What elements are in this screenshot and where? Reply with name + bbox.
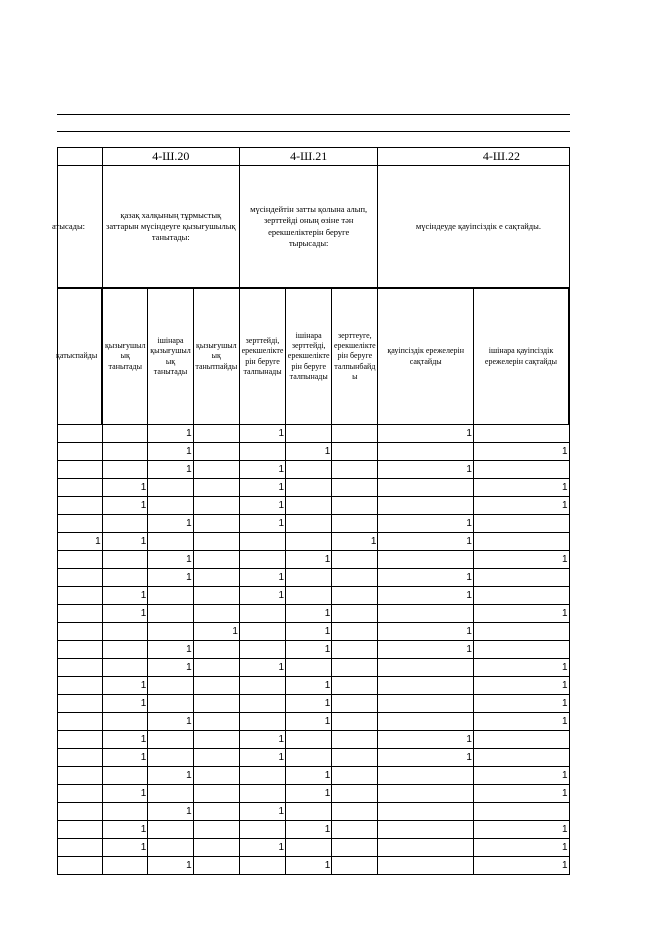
- table-cell[interactable]: [193, 857, 239, 875]
- table-cell[interactable]: 1: [473, 767, 569, 785]
- table-cell[interactable]: [102, 551, 148, 569]
- table-row: [58, 803, 570, 821]
- table-cell[interactable]: [102, 461, 148, 479]
- table-cell[interactable]: 1: [239, 731, 285, 749]
- table-cell[interactable]: [193, 767, 239, 785]
- table-cell[interactable]: 1: [148, 461, 193, 479]
- table-cell[interactable]: [332, 641, 378, 659]
- table-cell[interactable]: 1: [286, 821, 332, 839]
- table-cell[interactable]: 1: [148, 767, 193, 785]
- code-cell-4-sh-22: 4-Ш.22: [378, 148, 569, 166]
- table-cell[interactable]: [473, 587, 569, 605]
- column-header-cell: қауіпсіздік ережелерін сақтайды: [378, 288, 474, 425]
- description-row: [58, 166, 570, 289]
- table-cell[interactable]: [58, 623, 103, 641]
- table-cell[interactable]: [378, 677, 474, 695]
- table-cell[interactable]: [239, 443, 285, 461]
- table-cell[interactable]: [193, 569, 239, 587]
- table-cell[interactable]: [286, 461, 332, 479]
- table-cell[interactable]: [286, 803, 332, 821]
- table-cell[interactable]: 1: [239, 749, 285, 767]
- assessment-table: [52, 147, 570, 875]
- table-cell[interactable]: [286, 731, 332, 749]
- table-cell[interactable]: [193, 443, 239, 461]
- table-cell[interactable]: 1: [286, 677, 332, 695]
- table-cell[interactable]: [473, 731, 569, 749]
- table-cell[interactable]: [239, 551, 285, 569]
- table-cell[interactable]: [332, 479, 378, 497]
- table-cell[interactable]: 1: [473, 551, 569, 569]
- table-cell[interactable]: 1: [378, 425, 474, 443]
- table-cell[interactable]: [332, 749, 378, 767]
- column-header-cell: зерттейді, ерекшелікте рін беруге талпынады: [239, 288, 285, 425]
- table-cell[interactable]: [473, 515, 569, 533]
- table-cell[interactable]: [148, 839, 193, 857]
- table-cell[interactable]: [332, 677, 378, 695]
- table-cell[interactable]: [58, 785, 103, 803]
- table-cell[interactable]: 1: [58, 533, 103, 551]
- table-cell[interactable]: [58, 497, 103, 515]
- table-row: [58, 443, 570, 461]
- table-cell[interactable]: [239, 713, 285, 731]
- table-row: [58, 659, 570, 677]
- table-cell[interactable]: 1: [148, 515, 193, 533]
- table-cell[interactable]: [58, 731, 103, 749]
- table-cell[interactable]: [378, 443, 474, 461]
- table-cell[interactable]: [239, 677, 285, 695]
- table-cell[interactable]: [58, 677, 103, 695]
- table-cell[interactable]: 1: [239, 839, 285, 857]
- table-cell[interactable]: [148, 533, 193, 551]
- table-cell[interactable]: 1: [102, 749, 148, 767]
- table-row: [58, 479, 570, 497]
- table-cell[interactable]: [239, 605, 285, 623]
- assessment-sheet: [52, 147, 570, 883]
- table-cell[interactable]: 1: [148, 641, 193, 659]
- table-cell[interactable]: [58, 857, 103, 875]
- column-header-row: [58, 288, 570, 425]
- table-cell[interactable]: 1: [378, 641, 474, 659]
- table-cell[interactable]: [239, 821, 285, 839]
- table-row: [58, 749, 570, 767]
- table-cell[interactable]: [58, 443, 103, 461]
- table-cell[interactable]: 1: [286, 857, 332, 875]
- table-cell[interactable]: [378, 659, 474, 677]
- table-cell[interactable]: [378, 821, 474, 839]
- table-cell[interactable]: [58, 767, 103, 785]
- table-cell[interactable]: [286, 479, 332, 497]
- table-cell[interactable]: [193, 713, 239, 731]
- table-cell[interactable]: [58, 425, 103, 443]
- code-cell-4-sh-20: 4-Ш.20: [102, 148, 239, 166]
- description-cell-4-sh-22: мүсіндеуде қауіпсіздік е сақтайды.: [378, 166, 569, 289]
- table-row: [58, 731, 570, 749]
- table-cell[interactable]: 1: [239, 425, 285, 443]
- table-cell[interactable]: [332, 497, 378, 515]
- table-cell[interactable]: 1: [473, 839, 569, 857]
- table-cell[interactable]: [193, 497, 239, 515]
- table-row: [58, 569, 570, 587]
- table-cell[interactable]: [193, 533, 239, 551]
- table-cell[interactable]: [332, 821, 378, 839]
- table-row: [58, 857, 570, 875]
- table-cell[interactable]: [102, 569, 148, 587]
- table-cell[interactable]: [193, 785, 239, 803]
- table-cell[interactable]: [58, 569, 103, 587]
- table-cell[interactable]: [378, 713, 474, 731]
- table-cell[interactable]: [378, 695, 474, 713]
- table-cell[interactable]: [193, 821, 239, 839]
- table-cell[interactable]: 1: [473, 497, 569, 515]
- table-cell[interactable]: [193, 731, 239, 749]
- table-cell[interactable]: [239, 857, 285, 875]
- table-cell[interactable]: 1: [378, 461, 474, 479]
- table-cell[interactable]: [286, 569, 332, 587]
- table-cell[interactable]: [102, 767, 148, 785]
- table-cell[interactable]: [332, 731, 378, 749]
- table-cell[interactable]: 1: [102, 785, 148, 803]
- table-cell[interactable]: [58, 659, 103, 677]
- table-cell[interactable]: 1: [286, 695, 332, 713]
- table-cell[interactable]: 1: [102, 731, 148, 749]
- table-cell[interactable]: 1: [148, 425, 193, 443]
- table-cell[interactable]: 1: [286, 443, 332, 461]
- table-cell[interactable]: [473, 569, 569, 587]
- table-cell[interactable]: [332, 785, 378, 803]
- table-cell[interactable]: [58, 605, 103, 623]
- table-cell[interactable]: 1: [148, 857, 193, 875]
- table-cell[interactable]: 1: [473, 695, 569, 713]
- table-cell[interactable]: [58, 515, 103, 533]
- table-row: [58, 587, 570, 605]
- table-cell[interactable]: 1: [473, 713, 569, 731]
- table-cell[interactable]: 1: [286, 605, 332, 623]
- table-cell[interactable]: [473, 749, 569, 767]
- table-cell[interactable]: 1: [473, 857, 569, 875]
- table-row: [58, 623, 570, 641]
- table-cell[interactable]: [102, 623, 148, 641]
- table-cell[interactable]: [332, 839, 378, 857]
- table-cell[interactable]: [58, 587, 103, 605]
- table-cell[interactable]: 1: [148, 569, 193, 587]
- table-cell[interactable]: 1: [286, 641, 332, 659]
- column-header-cell: зерттеуге, ерекшелікте рін беруге талпынбайд ы: [332, 288, 378, 425]
- table-cell[interactable]: [378, 479, 474, 497]
- table-cell[interactable]: [148, 497, 193, 515]
- table-cell[interactable]: [378, 767, 474, 785]
- table-cell[interactable]: [148, 785, 193, 803]
- table-cell[interactable]: [102, 515, 148, 533]
- table-cell[interactable]: [239, 623, 285, 641]
- table-cell[interactable]: 1: [148, 713, 193, 731]
- table-cell[interactable]: [286, 533, 332, 551]
- table-cell[interactable]: [193, 425, 239, 443]
- description-cell-4-sh-21: мүсіндейтін затты қолына алып, зерттейді оның өзіне тән ерекшеліктерін беруге тырысады:: [239, 166, 378, 289]
- table-cell[interactable]: [193, 695, 239, 713]
- table-cell[interactable]: [332, 425, 378, 443]
- table-cell[interactable]: [58, 839, 103, 857]
- table-cell[interactable]: [102, 857, 148, 875]
- table-cell[interactable]: [286, 425, 332, 443]
- table-cell[interactable]: [332, 767, 378, 785]
- table-cell[interactable]: [286, 497, 332, 515]
- table-cell[interactable]: [286, 839, 332, 857]
- table-cell[interactable]: 1: [102, 677, 148, 695]
- table-cell[interactable]: 1: [473, 479, 569, 497]
- column-header-cell: қызығушыл ық танытады: [102, 288, 148, 425]
- table-row: [58, 605, 570, 623]
- column-header-cell: қызығушыл ық танытпайды: [193, 288, 239, 425]
- table-cell[interactable]: [148, 695, 193, 713]
- table-cell[interactable]: [58, 461, 103, 479]
- table-row: [58, 515, 570, 533]
- table-cell[interactable]: 1: [473, 659, 569, 677]
- table-cell[interactable]: 1: [378, 515, 474, 533]
- table-cell[interactable]: [193, 803, 239, 821]
- table-cell[interactable]: [58, 713, 103, 731]
- column-header-cell: ішінара қызығушыл ық танытады: [148, 288, 193, 425]
- table-cell[interactable]: 1: [286, 785, 332, 803]
- table-cell[interactable]: [58, 749, 103, 767]
- table-cell[interactable]: 1: [378, 623, 474, 641]
- column-header-cell: ішінара зерттейді, ерекшелікте рін беруге талпынады: [286, 288, 332, 425]
- table-cell[interactable]: [332, 605, 378, 623]
- table-cell[interactable]: 1: [239, 803, 285, 821]
- table-cell[interactable]: [148, 821, 193, 839]
- table-cell[interactable]: [239, 785, 285, 803]
- table-cell[interactable]: [148, 749, 193, 767]
- table-row: [58, 785, 570, 803]
- table-cell[interactable]: [378, 803, 474, 821]
- table-cell[interactable]: [332, 857, 378, 875]
- table-cell[interactable]: 1: [239, 479, 285, 497]
- table-cell[interactable]: [239, 767, 285, 785]
- table-row: [58, 641, 570, 659]
- table-cell[interactable]: 1: [193, 623, 239, 641]
- table-cell[interactable]: 1: [473, 785, 569, 803]
- table-cell[interactable]: [102, 425, 148, 443]
- table-cell[interactable]: [378, 551, 474, 569]
- table-cell[interactable]: [332, 803, 378, 821]
- table-cell[interactable]: [102, 713, 148, 731]
- table-cell[interactable]: [193, 605, 239, 623]
- table-cell[interactable]: 1: [473, 605, 569, 623]
- table-cell[interactable]: [473, 425, 569, 443]
- description-cell-4-sh-20: қазақ халқының тұрмыстық заттарын мүсіндеуге қызығушылық танытады:: [102, 166, 239, 289]
- table-cell[interactable]: [102, 659, 148, 677]
- top-rule-1: [57, 114, 570, 115]
- table-row: [58, 533, 570, 551]
- column-header-cell: ішінара қауіпсіздік ережелерін сақтайды: [473, 288, 569, 425]
- table-cell[interactable]: [193, 659, 239, 677]
- table-cell[interactable]: 1: [239, 461, 285, 479]
- table-cell[interactable]: [193, 677, 239, 695]
- table-cell[interactable]: [473, 533, 569, 551]
- table-cell[interactable]: 1: [239, 515, 285, 533]
- table-cell[interactable]: 1: [378, 587, 474, 605]
- table-cell[interactable]: 1: [473, 821, 569, 839]
- table-cell[interactable]: [473, 803, 569, 821]
- table-cell[interactable]: 1: [378, 569, 474, 587]
- table-row: [58, 821, 570, 839]
- table-cell[interactable]: 1: [148, 551, 193, 569]
- table-cell[interactable]: 1: [148, 659, 193, 677]
- table-row: [58, 677, 570, 695]
- table-cell[interactable]: 1: [286, 551, 332, 569]
- table-cell[interactable]: [193, 749, 239, 767]
- table-cell[interactable]: 1: [102, 605, 148, 623]
- table-cell[interactable]: [332, 695, 378, 713]
- table-cell[interactable]: 1: [148, 443, 193, 461]
- table-row: [58, 713, 570, 731]
- code-row: [58, 148, 570, 166]
- table-cell[interactable]: [473, 461, 569, 479]
- table-cell[interactable]: 1: [378, 749, 474, 767]
- table-cell[interactable]: [286, 587, 332, 605]
- table-cell[interactable]: [102, 641, 148, 659]
- table-cell[interactable]: [473, 623, 569, 641]
- table-row: [58, 767, 570, 785]
- description-cell-left: атысады:: [58, 166, 103, 289]
- table-cell[interactable]: 1: [102, 533, 148, 551]
- top-rule-2: [57, 131, 570, 132]
- table-cell[interactable]: 1: [473, 443, 569, 461]
- table-cell[interactable]: [102, 803, 148, 821]
- table-cell[interactable]: [193, 461, 239, 479]
- table-cell[interactable]: [332, 623, 378, 641]
- table-cell[interactable]: [332, 713, 378, 731]
- table-cell[interactable]: [102, 443, 148, 461]
- table-cell[interactable]: [239, 695, 285, 713]
- table-cell[interactable]: [193, 641, 239, 659]
- table-cell[interactable]: 1: [102, 695, 148, 713]
- table-cell[interactable]: [286, 749, 332, 767]
- table-row: [58, 497, 570, 515]
- table-row: [58, 425, 570, 443]
- table-cell[interactable]: [239, 533, 285, 551]
- table-cell[interactable]: [148, 677, 193, 695]
- table-cell[interactable]: [378, 857, 474, 875]
- table-cell[interactable]: [332, 551, 378, 569]
- table-cell[interactable]: [58, 641, 103, 659]
- table-cell[interactable]: [193, 515, 239, 533]
- table-cell[interactable]: 1: [286, 623, 332, 641]
- table-cell[interactable]: 1: [332, 533, 378, 551]
- table-cell[interactable]: [286, 659, 332, 677]
- table-row: [58, 839, 570, 857]
- table-row: [58, 551, 570, 569]
- table-cell[interactable]: [148, 605, 193, 623]
- table-cell[interactable]: 1: [473, 677, 569, 695]
- table-cell[interactable]: [58, 551, 103, 569]
- table-cell[interactable]: [148, 623, 193, 641]
- table-cell[interactable]: [332, 443, 378, 461]
- code-cell-left: [58, 148, 103, 166]
- data-rows: [58, 425, 570, 875]
- table-cell[interactable]: [193, 839, 239, 857]
- table-cell[interactable]: [332, 515, 378, 533]
- table-cell[interactable]: 1: [148, 803, 193, 821]
- table-cell[interactable]: [148, 731, 193, 749]
- table-cell[interactable]: [148, 479, 193, 497]
- table-cell[interactable]: 1: [286, 713, 332, 731]
- table-cell[interactable]: 1: [378, 533, 474, 551]
- table-cell[interactable]: 1: [102, 821, 148, 839]
- table-cell[interactable]: [332, 587, 378, 605]
- table-cell[interactable]: [58, 821, 103, 839]
- column-header-cell: қатыспайды: [58, 288, 103, 425]
- table-cell[interactable]: 1: [239, 569, 285, 587]
- table-cell[interactable]: [286, 515, 332, 533]
- code-cell-4-sh-21: 4-Ш.21: [239, 148, 378, 166]
- table-cell[interactable]: 1: [239, 497, 285, 515]
- table-cell[interactable]: [58, 803, 103, 821]
- table-cell[interactable]: [58, 479, 103, 497]
- table-cell[interactable]: [58, 695, 103, 713]
- table-cell[interactable]: [378, 497, 474, 515]
- table-cell[interactable]: 1: [102, 479, 148, 497]
- table-row: [58, 461, 570, 479]
- table-cell[interactable]: 1: [239, 587, 285, 605]
- table-cell[interactable]: 1: [239, 659, 285, 677]
- table-cell[interactable]: 1: [102, 587, 148, 605]
- table-cell[interactable]: [378, 605, 474, 623]
- table-cell[interactable]: [148, 587, 193, 605]
- table-cell[interactable]: 1: [286, 767, 332, 785]
- table-cell[interactable]: [332, 659, 378, 677]
- table-cell[interactable]: [193, 479, 239, 497]
- table-cell[interactable]: [193, 551, 239, 569]
- table-row: [58, 695, 570, 713]
- table-cell[interactable]: [193, 587, 239, 605]
- table-cell[interactable]: [378, 839, 474, 857]
- table-cell[interactable]: [239, 641, 285, 659]
- table-cell[interactable]: 1: [378, 731, 474, 749]
- table-cell[interactable]: [332, 569, 378, 587]
- table-cell[interactable]: 1: [102, 497, 148, 515]
- table-cell[interactable]: [473, 641, 569, 659]
- table-cell[interactable]: [378, 785, 474, 803]
- table-cell[interactable]: [332, 461, 378, 479]
- table-cell[interactable]: 1: [102, 839, 148, 857]
